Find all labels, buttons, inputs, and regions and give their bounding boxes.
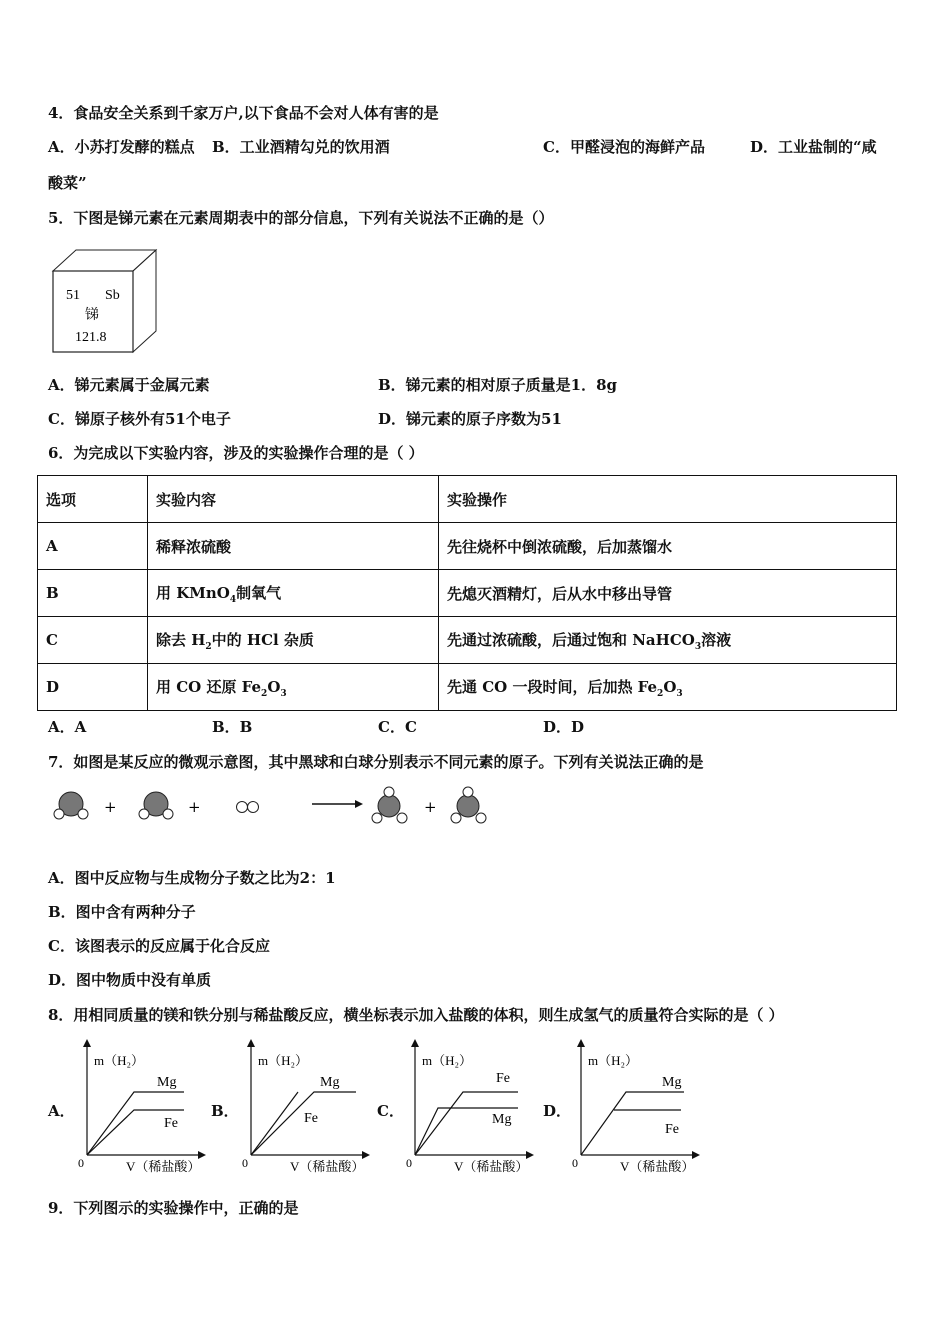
q7-option-a: A．图中反应物与生成物分子数之比为2：1 — [48, 869, 336, 887]
molecule-reactant-1 — [54, 792, 88, 819]
row-option: C — [38, 617, 148, 664]
q8-graph-d — [566, 1037, 706, 1177]
q6-answer-b: B．B — [212, 718, 253, 736]
row-option: D — [38, 664, 148, 711]
y-axis-label: m（H₂） — [422, 1053, 473, 1068]
molecule-reactant-3 — [237, 802, 259, 813]
label-lower: Fe — [304, 1111, 318, 1126]
row-operation: 先往烧杯中倒浓硫酸，后加蒸馏水 — [439, 523, 897, 570]
q4-option-d: D．工业盐制的“咸 — [750, 138, 877, 156]
q8-graph-b-letter: B． — [211, 1102, 239, 1120]
origin-label: 0 — [572, 1156, 578, 1170]
q5-option-c: C．锑原子核外有51个电子 — [48, 410, 231, 428]
plus-sign: + — [188, 798, 201, 816]
label-upper: Mg — [157, 1075, 177, 1090]
q8-graph-c-letter: C． — [377, 1102, 404, 1120]
molecule-product-1 — [372, 787, 407, 823]
q5-option-a: A．锑元素属于金属元素 — [48, 376, 210, 394]
y-axis-label: m（H₂） — [94, 1053, 145, 1068]
reaction-arrow — [312, 800, 363, 808]
reaction-diagram — [40, 782, 510, 832]
q7-stem: 7．如图是某反应的微观示意图，其中黑球和白球分别表示不同元素的原子。下列有关说法正确的是 — [48, 753, 704, 771]
element-number: 51 — [66, 288, 80, 303]
q8-graph-a — [72, 1037, 212, 1177]
q4-option-c: C．甲醛浸泡的海鲜产品 — [543, 138, 705, 156]
y-axis-label: m（H₂） — [258, 1053, 309, 1068]
origin-label: 0 — [406, 1156, 412, 1170]
q4-stem: 4．食品安全关系到千家万户,以下食品不会对人体有害的是 — [48, 104, 439, 122]
label-upper: Mg — [320, 1075, 340, 1090]
q6-answer-c: C．C — [378, 718, 417, 736]
label-lower: Mg — [492, 1112, 512, 1127]
row-operation: 先熄灭酒精灯，后从水中移出导管 — [439, 570, 897, 617]
q7-option-d: D．图中物质中没有单质 — [48, 971, 212, 989]
row-content: 稀释浓硫酸 — [148, 523, 439, 570]
table-row — [38, 664, 897, 711]
row-option: B — [38, 570, 148, 617]
q9-stem: 9．下列图示的实验操作中，正确的是 — [48, 1199, 299, 1217]
x-axis-label: V（稀盐酸） — [290, 1159, 365, 1174]
header-operation: 实验操作 — [439, 476, 897, 523]
q6-answer-a: A．A — [48, 718, 87, 736]
q8-graph-d-letter: D． — [543, 1102, 572, 1120]
molecule-product-2 — [451, 787, 486, 823]
origin-label: 0 — [78, 1156, 84, 1170]
q6-stem: 6．为完成以下实验内容，涉及的实验操作合理的是（ ） — [48, 444, 424, 462]
label-upper: Fe — [496, 1071, 510, 1086]
curve-lower — [251, 1092, 298, 1155]
row-content: 用 KMnO$_4$制氧气 — [148, 570, 439, 617]
y-axis-label: m（H₂） — [588, 1053, 639, 1068]
q8-graph-c — [400, 1037, 540, 1177]
header-option: 选项 — [38, 476, 148, 523]
q4-option-a: A．小苏打发酵的糕点 — [48, 138, 195, 156]
row-content: 用 CO 还原 $Fe_2O_3$ — [148, 664, 439, 711]
origin-label: 0 — [242, 1156, 248, 1170]
q8-stem: 8．用相同质量的镁和铁分别与稀盐酸反应，横坐标表示加入盐酸的体积，则生成氢气的质量符合实际的是（ ） — [48, 1006, 784, 1024]
q4-option-b: B．工业酒精勾兑的饮用酒 — [212, 138, 390, 156]
experiment-table — [37, 475, 897, 711]
plus-sign: + — [424, 798, 437, 816]
x-axis-label: V（稀盐酸） — [126, 1159, 201, 1174]
row-option: A — [38, 523, 148, 570]
q4-option-d-cont: 酸菜” — [48, 174, 87, 192]
table-row — [38, 570, 897, 617]
molecule-reactant-2 — [139, 792, 173, 819]
label-lower: Fe — [164, 1116, 178, 1131]
row-operation: 先通过浓硫酸，后通过饱和 NaHCO$_3$溶液 — [439, 617, 897, 664]
label-lower: Fe — [665, 1122, 679, 1137]
element-symbol: Sb — [105, 288, 120, 303]
row-operation: 先通 CO 一段时间，后加热 $Fe_2O_3$ — [439, 664, 897, 711]
element-mass: 121.8 — [75, 330, 107, 345]
q5-option-d: D．锑元素的原子序数为51 — [378, 410, 562, 428]
q5-stem: 5．下图是锑元素在元素周期表中的部分信息，下列有关说法不正确的是（） — [48, 209, 554, 227]
q8-graph-b — [236, 1037, 376, 1177]
table-header-row — [38, 476, 897, 523]
table-row — [38, 523, 897, 570]
row-content: 除去 $H_2$中的 HCl 杂质 — [148, 617, 439, 664]
label-upper: Mg — [662, 1075, 682, 1090]
q5-option-b: B．锑元素的相对原子质量是1．8g — [378, 376, 618, 394]
plus-sign: + — [104, 798, 117, 816]
q6-answer-d: D．D — [543, 718, 585, 736]
q7-option-c: C．该图表示的反应属于化合反应 — [48, 937, 270, 955]
q8-graph-a-letter: A． — [48, 1102, 75, 1120]
element-name: 锑 — [85, 308, 99, 323]
table-row — [38, 617, 897, 664]
q7-option-b: B．图中含有两种分子 — [48, 903, 196, 921]
x-axis-label: V（稀盐酸） — [620, 1159, 695, 1174]
element-tile-antimony — [50, 247, 162, 357]
header-content: 实验内容 — [148, 476, 439, 523]
x-axis-label: V（稀盐酸） — [454, 1159, 529, 1174]
